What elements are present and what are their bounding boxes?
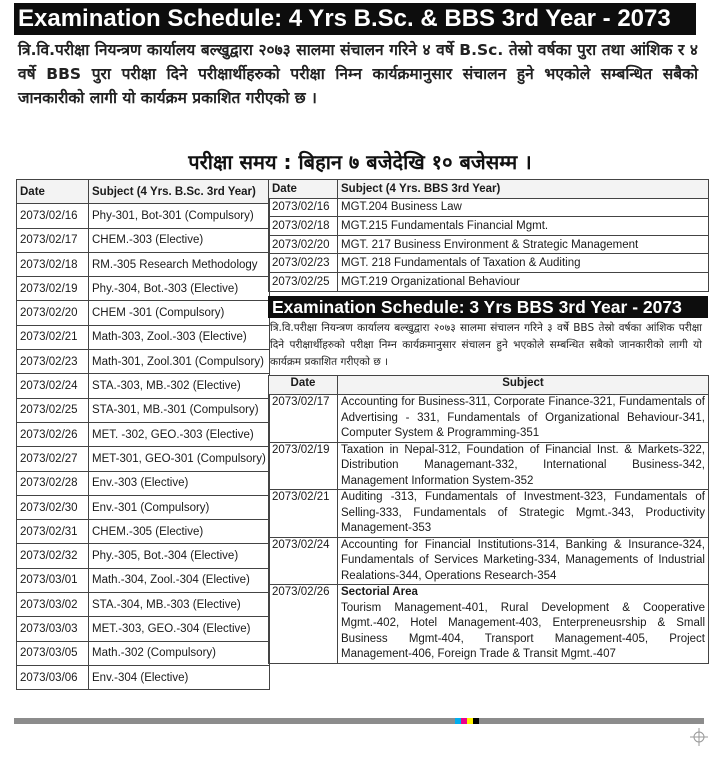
date-cell: 2073/02/21 [269, 490, 338, 538]
table-row [17, 447, 270, 471]
table-row [17, 228, 270, 252]
date-cell: 2073/03/06 [17, 665, 89, 689]
subject-cell: STA-301, MB.-301 (Compulsory) [89, 398, 270, 422]
table-row [17, 398, 270, 422]
table-row [17, 301, 270, 325]
table-row [17, 252, 270, 276]
date-cell: 2073/02/25 [17, 398, 89, 422]
subject-cell: Env.-303 (Elective) [89, 471, 270, 495]
table-row [17, 544, 270, 568]
table-row [17, 593, 270, 617]
date-cell: 2073/02/17 [17, 228, 89, 252]
date-cell: 2073/02/17 [269, 395, 338, 443]
intro-paragraph-4yr: त्रि.वि.परीक्षा नियन्त्रण कार्यालय बल्खुद्वारा २०७३ सालमा संचालन गरिने ४ वर्षे B.Sc. तेस्रो वर्षका पुरा तथा आंशिक र ४ वर्षे BBS पुरा परीक्षा दिने परीक्षार्थीहरुको परीक्षा निम्न कार्यक्रमानुसार संचालन हुने भएकोले सम्बन्धित सबैको जानकारीको लागी यो कार्यक्रम प्रकाशित गरीएको छ । [18, 41, 698, 107]
color-registration-strip [455, 718, 479, 724]
date-cell: 2073/02/23 [17, 350, 89, 374]
column-header-subject: Subject (4 Yrs. BBS 3rd Year) [338, 180, 709, 199]
table-row [17, 277, 270, 301]
title-banner-4yr: Examination Schedule: 4 Yrs B.Sc. & BBS 3rd Year - 2073 [14, 3, 696, 35]
subject-cell: STA.-304, MB.-303 (Elective) [89, 593, 270, 617]
date-cell: 2073/02/19 [17, 277, 89, 301]
subject-cell: Math.-304, Zool.-304 (Elective) [89, 568, 270, 592]
subject-cell: Env.-304 (Elective) [89, 665, 270, 689]
table-row [269, 490, 709, 538]
date-cell: 2073/03/03 [17, 617, 89, 641]
table-row [17, 471, 270, 495]
table-row [17, 374, 270, 398]
subject-cell: MGT.204 Business Law [338, 198, 709, 217]
column-header-date: Date [269, 376, 338, 395]
date-cell: 2073/02/23 [269, 254, 338, 273]
date-cell: 2073/02/16 [17, 204, 89, 228]
subject-cell: MGT.215 Fundamentals Financial Mgmt. [338, 217, 709, 236]
table-row [269, 217, 709, 236]
subject-cell: Phy.-304, Bot.-303 (Elective) [89, 277, 270, 301]
date-cell: 2073/02/20 [17, 301, 89, 325]
subject-cell: CHEM -301 (Compulsory) [89, 301, 270, 325]
subject-cell: Auditing -313, Fundamentals of Investment-323, Fundamentals of Selling-333, Fundamentals of Strategic Mgmt.-343, Productivity Management-353 [338, 490, 709, 538]
subject-cell: Env.-301 (Compulsory) [89, 495, 270, 519]
date-cell: 2073/02/28 [17, 471, 89, 495]
table-row [17, 568, 270, 592]
date-cell: 2073/03/02 [17, 593, 89, 617]
date-cell: 2073/02/27 [17, 447, 89, 471]
date-cell: 2073/02/21 [17, 325, 89, 349]
bsc-schedule-table [16, 179, 270, 690]
table-row [17, 204, 270, 228]
date-cell: 2073/02/16 [269, 198, 338, 217]
date-cell: 2073/02/26 [17, 422, 89, 446]
table-row [269, 272, 709, 291]
subject-cell: Math-301, Zool.301 (Compulsory) [89, 350, 270, 374]
date-cell: 2073/03/01 [17, 568, 89, 592]
subject-cell: MET.-303, GEO.-304 (Elective) [89, 617, 270, 641]
table-row [17, 325, 270, 349]
date-cell: 2073/02/31 [17, 520, 89, 544]
subject-cell: MET. -302, GEO.-303 (Elective) [89, 422, 270, 446]
table-header-row [17, 180, 270, 204]
date-cell: 2073/02/25 [269, 272, 338, 291]
subject-cell: CHEM.-303 (Elective) [89, 228, 270, 252]
date-cell: 2073/02/26 [269, 585, 338, 664]
table-row [269, 395, 709, 443]
table-row-sectorial [269, 585, 709, 664]
subject-cell: Phy-301, Bot-301 (Compulsory) [89, 204, 270, 228]
table-header-row [269, 180, 709, 199]
date-cell: 2073/02/32 [17, 544, 89, 568]
intro-paragraph-3yr: त्रि.वि.परीक्षा नियन्त्रण कार्यालय बल्खुद्वारा २०७३ सालमा संचालन गरिने ३ वर्षे BBS तेस्रो वर्षका आंशिक परीक्षा दिने परीक्षार्थीहरुको परीक्षा निम्न कार्यक्रमानुसार संचालन हुने भएकोले सम्बन्धित सबैको जानकारीको लागी यो कार्यक्रम प्रकाशित गरीएको छ । [270, 322, 702, 368]
subject-cell: Accounting for Business-311, Corporate Finance-321, Fundamentals of Advertising - 331, Fundamentals of Organizational Behaviour-341, Computer System & Programming-351 [338, 395, 709, 443]
black-swatch [473, 718, 479, 724]
subject-cell: Accounting for Financial Institutions-314, Banking & Insurance-324, Fundamentals of Services Marketing-334, Managements of Industrial Realations-344, Operations Research-354 [338, 537, 709, 585]
date-cell: 2073/02/20 [269, 235, 338, 254]
subject-cell: Phy.-305, Bot.-304 (Elective) [89, 544, 270, 568]
subject-cell: MGT. 218 Fundamentals of Taxation & Auditing [338, 254, 709, 273]
table-row [17, 641, 270, 665]
table-row [17, 665, 270, 689]
table-row [17, 495, 270, 519]
date-cell: 2073/02/18 [269, 217, 338, 236]
footer-divider [14, 718, 704, 724]
column-header-subject: Subject [338, 376, 709, 395]
subject-cell: CHEM.-305 (Elective) [89, 520, 270, 544]
table-row [269, 442, 709, 490]
table-row [269, 235, 709, 254]
bbs-3yr-schedule-table [268, 375, 709, 664]
date-cell: 2073/02/30 [17, 495, 89, 519]
date-cell: 2073/02/19 [269, 442, 338, 490]
subject-cell: MGT.219 Organizational Behaviour [338, 272, 709, 291]
column-header-date: Date [17, 180, 89, 204]
sectorial-area-title: Sectorial Area [341, 586, 418, 598]
subject-cell: MET-301, GEO-301 (Compulsory) [89, 447, 270, 471]
bbs-4yr-schedule-table [268, 179, 709, 292]
subject-cell [338, 585, 709, 664]
date-cell: 2073/02/18 [17, 252, 89, 276]
crosshair-icon [690, 728, 708, 746]
column-header-subject: Subject (4 Yrs. B.Sc. 3rd Year) [89, 180, 270, 204]
column-header-date: Date [269, 180, 338, 199]
table-row [269, 254, 709, 273]
subject-cell: MGT. 217 Business Environment & Strategic Management [338, 235, 709, 254]
subject-cell: RM.-305 Research Methodology [89, 252, 270, 276]
subject-cell: STA.-303, MB.-302 (Elective) [89, 374, 270, 398]
table-row [17, 350, 270, 374]
date-cell: 2073/03/05 [17, 641, 89, 665]
table-row [269, 198, 709, 217]
table-row [17, 617, 270, 641]
table-row [17, 422, 270, 446]
date-cell: 2073/02/24 [17, 374, 89, 398]
date-cell: 2073/02/24 [269, 537, 338, 585]
title-banner-3yr: Examination Schedule: 3 Yrs BBS 3rd Year - 2073 [268, 296, 708, 318]
subject-cell: Math.-302 (Compulsory) [89, 641, 270, 665]
subject-cell: Taxation in Nepal-312, Foundation of Financial Inst. & Markets-322, Distribution Managemant-332, International Business-342, Management Information System-352 [338, 442, 709, 490]
table-row [17, 520, 270, 544]
table-header-row [269, 376, 709, 395]
exam-time-heading: परीक्षा समय : बिहान ७ बजेदेखि १० बजेसम्म । [188, 150, 532, 174]
subject-cell: Math-303, Zool.-303 (Elective) [89, 325, 270, 349]
sectorial-subjects: Tourism Management-401, Rural Development & Cooperative Mgmt.-402, Hotel Management-403, Enterpreneusrship & Small Business Mgmt-404, Transport Management-405, Project Management-406, Foreign Trade & Transit Mgmt.-407 [341, 601, 705, 660]
table-row [269, 537, 709, 585]
